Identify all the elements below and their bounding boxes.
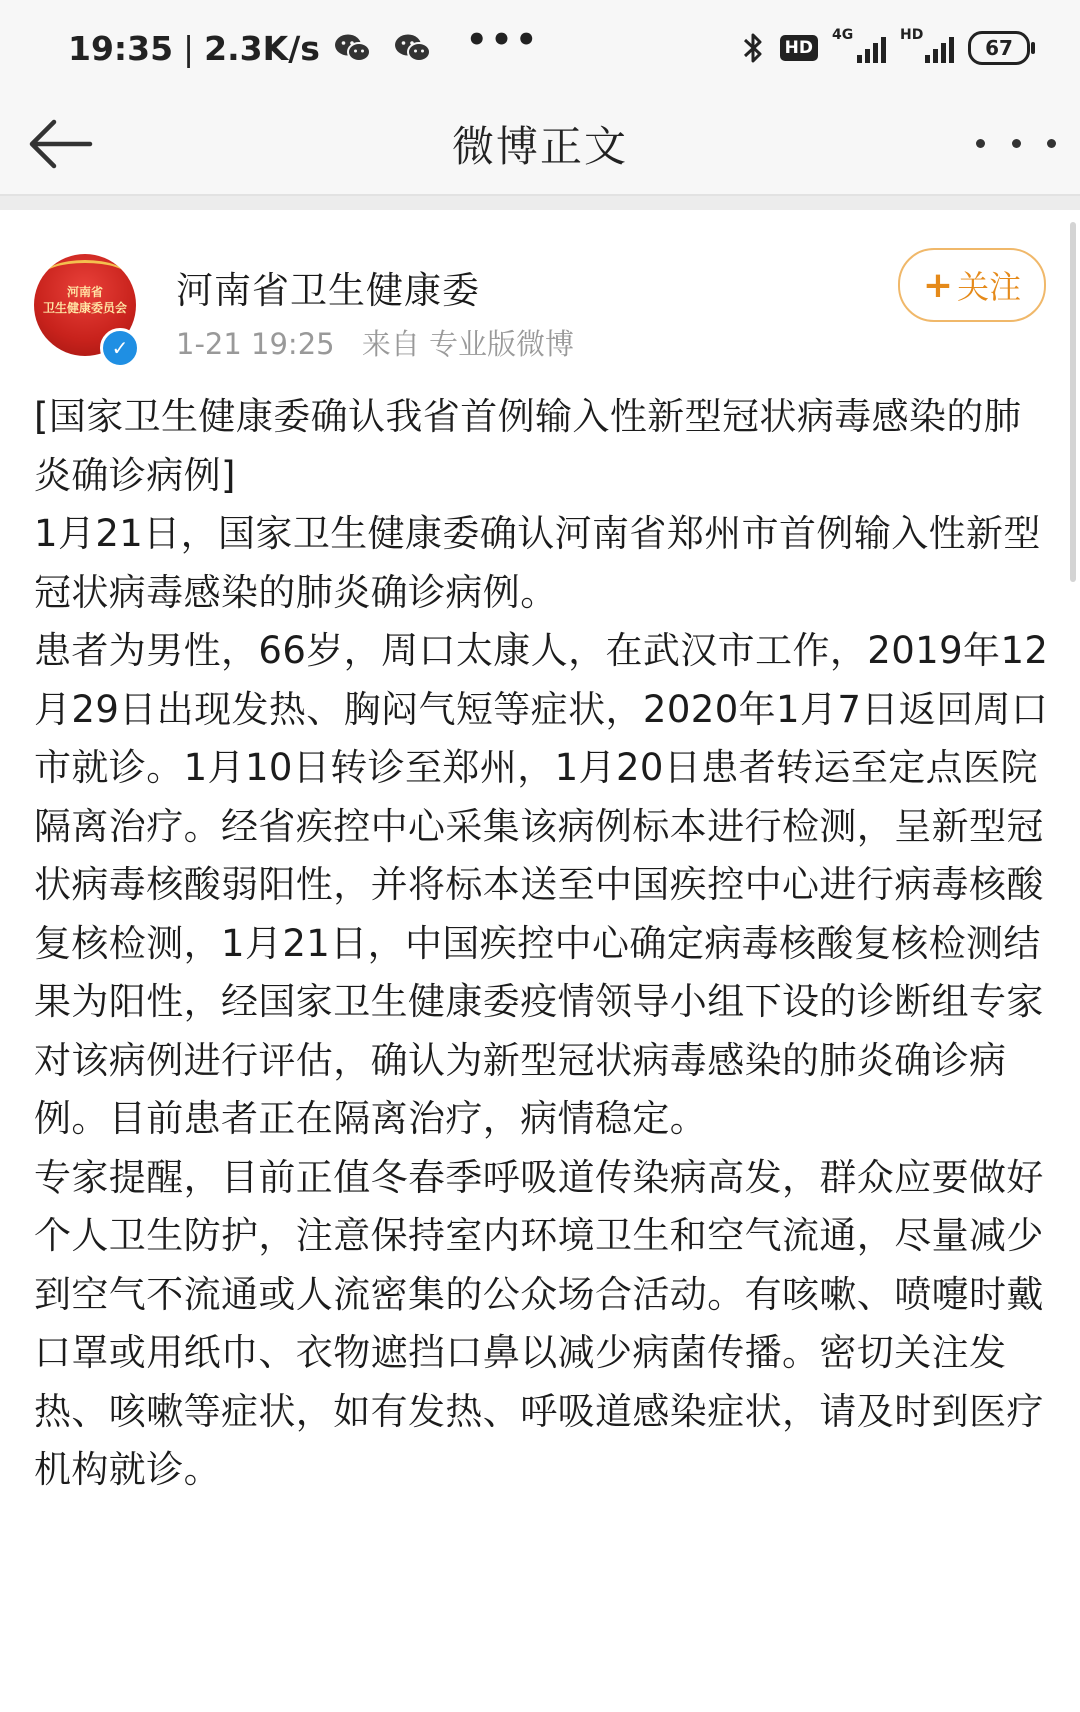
wechat-icon — [394, 33, 432, 63]
follow-label: 关注 — [957, 268, 1022, 306]
page-title: 微博正文 — [451, 122, 628, 171]
network-speed: 2.3K/s — [204, 28, 320, 68]
post-date: 1-21 19:25 — [176, 327, 335, 361]
nav-header — [0, 96, 1080, 196]
section-divider — [0, 196, 1080, 210]
scrollbar[interactable] — [1070, 222, 1076, 582]
status-right — [740, 24, 1030, 72]
status-bar — [0, 0, 1080, 96]
author-name[interactable]: 河南省卫生健康委 — [176, 269, 480, 312]
verified-badge-icon: ✓ — [100, 328, 140, 368]
post-paragraph: 专家提醒，目前正值冬春季呼吸道传染病高发，群众应要做好个人卫生防护，注意保持室内环境卫生和空气流通，尽量减少到空气不流通或人流密集的公众场合活动。有咳嗽、喷嚏时戴口罩或用纸巾、衣物遮挡口鼻以减少病菌传播。密切关注发热、咳嗽等症状，如有发热、呼吸道感染症状，请及时到医疗机构就诊。 — [34, 1155, 1044, 1491]
plus-icon: + — [922, 264, 954, 306]
post-paragraph: 1月21日，国家卫生健康委确认河南省郑州市首例输入性新型冠状病毒感染的肺炎确诊病例。 — [34, 512, 1041, 614]
status-time: 19:35 — [68, 28, 174, 68]
signal-4g-icon — [832, 27, 886, 65]
post-meta — [176, 322, 574, 363]
hd-voice-icon: HD — [780, 35, 818, 61]
post-body — [34, 388, 1050, 1500]
signal-4g-tag: 4G — [832, 27, 854, 43]
signal-hd-tag: HD — [900, 27, 924, 43]
battery-icon: 67 — [968, 31, 1030, 65]
weibo-post — [0, 210, 1080, 1712]
signal-hd-icon — [900, 27, 954, 65]
bluetooth-icon — [740, 30, 766, 66]
wechat-icon — [334, 33, 372, 63]
post-headline: [国家卫生健康委确认我省首例输入性新型冠状病毒感染的肺炎确诊病例] — [34, 395, 1022, 497]
follow-button[interactable] — [898, 248, 1046, 322]
status-left — [68, 20, 541, 72]
post-paragraph: 患者为男性，66岁，周口太康人，在武汉市工作，2019年12月29日出现发热、胸闷气短等症状，2020年1月7日返回周口市就诊。1月10日转诊至郑州，1月20日患者转运至定点医院隔离治疗。经省疾控中心采集该病例标本进行检测，呈新型冠状病毒核酸弱阳性，并将标本送至中国疾控中心进行病毒核酸复核检测，1月21日，中国疾控中心确定病毒核酸复核检测结果为阳性，经国家卫生健康委疫情领导小组下设的诊断组专家对该病例进行评估，确认为新型冠状病毒感染的肺炎确诊病例。目前患者正在隔离治疗，病情稳定。 — [34, 629, 1049, 1140]
post-source: 来自 专业版微博 — [361, 327, 575, 361]
status-separator: | — [183, 28, 195, 68]
more-options-icon[interactable] — [976, 118, 1056, 168]
more-notifications-icon: ••• — [465, 20, 541, 60]
avatar-logo-text: 河南省 卫生健康委员会 — [42, 285, 127, 315]
